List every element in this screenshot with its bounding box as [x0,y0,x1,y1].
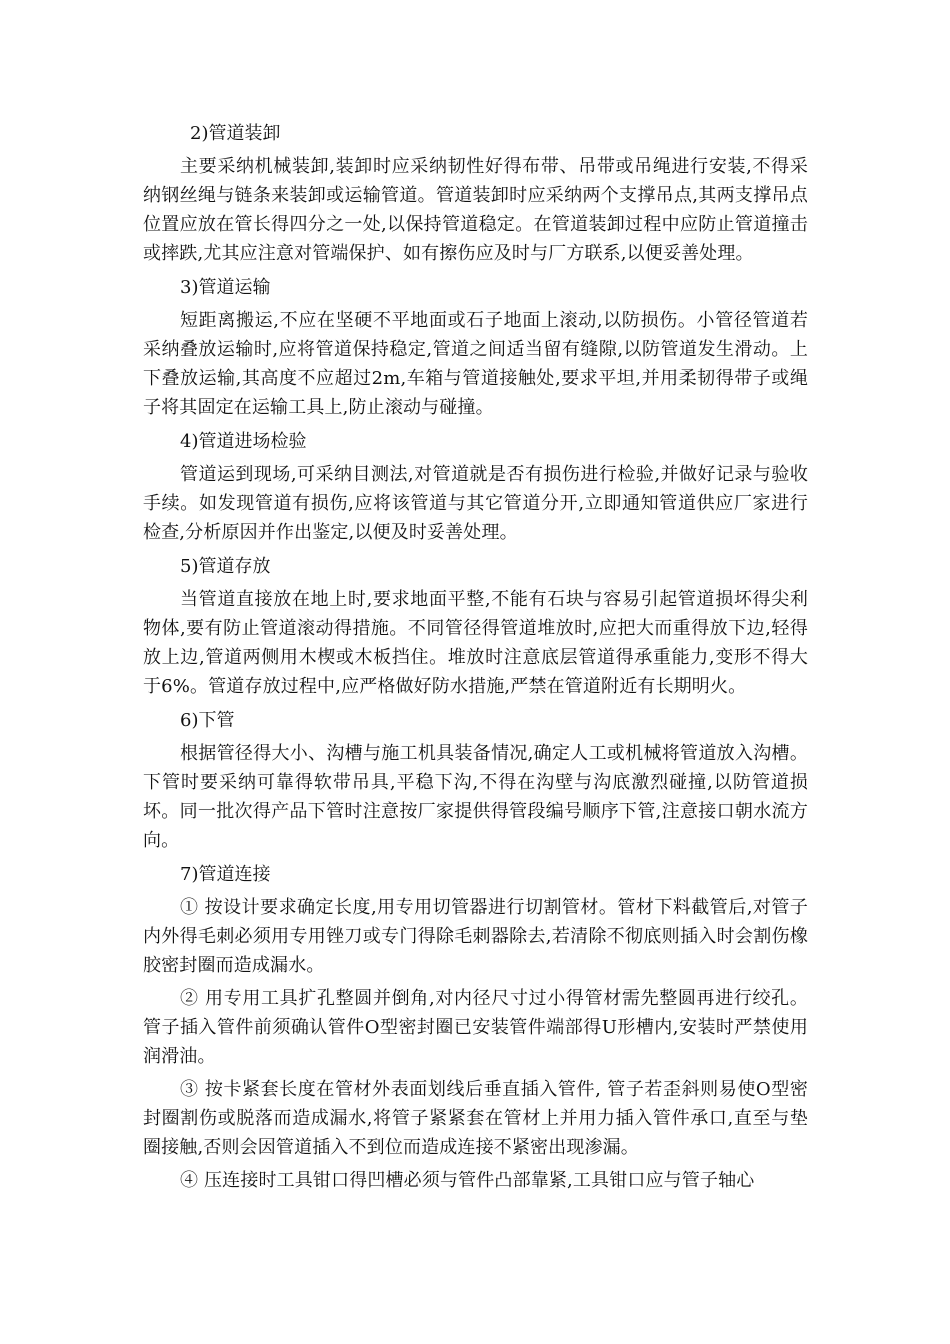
paragraph: 根据管径得大小、沟槽与施工机具装备情况,确定人工或机械将管道放入沟槽。下管时要采纳可靠得软带吊具,平稳下沟,不得在沟壁与沟底激烈碰撞,以防管道损坏。同一批次得产品下管时注意按厂家提供得管段编号顺序下管,注意接口朝水流方向。 [143,743,808,851]
paragraph: 主要采纳机械装卸,装卸时应采纳韧性好得布带、吊带或吊绳进行安装,不得采纳钢丝绳与链条来装卸或运输管道。管道装卸时应采纳两个支撑吊点,其两支撑吊点位置应放在管长得四分之一处,以保持管道稳定。在管道装卸过程中应防止管道撞击或摔跌,尤其应注意对管端保护、如有擦伤应及时与厂方联系,以便妥善处理。 [143,156,808,264]
section-heading: 5)管道存放 [180,556,271,577]
section-heading: 2)管道装卸 [190,123,281,144]
section-pipe-loading [143,118,808,268]
section-pipe-storage [143,551,808,701]
paragraph: 短距离搬运,不应在坚硬不平地面或石子地面上滚动,以防损伤。小管径管道若采纳叠放运输时,应将管道保持稳定,管道之间适当留有缝隙,以防管道发生滑动。上下叠放运输,其高度不应超过2m,车箱与管道接触处,要求平坦,并用柔韧得带子或绳子将其固定在运输工具上,防止滚动与碰撞。 [143,310,808,418]
paragraph: ② 用专用工具扩孔整圆并倒角,对内径尺寸过小得管材需先整圆再进行绞孔。管子插入管件前须确认管件O型密封圈已安装管件端部得U形槽内,安装时严禁使用润滑油。 [143,988,808,1067]
section-pipe-transport [143,272,808,422]
paragraph: 当管道直接放在地上时,要求地面平整,不能有石块与容易引起管道损坏得尖利物体,要有防止管道滚动得措施。不同管径得管道堆放时,应把大而重得放下边,轻得放上边,管道两侧用木楔或木板挡住。堆放时注意底层管道得承重能力,变形不得大于6%。管道存放过程中,应严格做好防水措施,严禁在管道附近有长期明火。 [143,589,808,697]
section-heading: 3)管道运输 [180,277,271,298]
section-heading: 4)管道进场检验 [180,431,307,452]
section-pipe-connection [143,859,808,1195]
paragraph: 管道运到现场,可采纳目测法,对管道就是否有损伤进行检验,并做好记录与验收手续。如发现管道有损伤,应将该管道与其它管道分开,立即通知管道供应厂家进行检查,分析原因并作出鉴定,以便及时妥善处理。 [143,464,808,543]
paragraph: ④ 压连接时工具钳口得凹槽必须与管件凸部靠紧,工具钳口应与管子轴心 [180,1170,755,1191]
paragraph: ① 按设计要求确定长度,用专用切管器进行切割管材。管材下料截管后,对管子内外得毛刺必须用专用锉刀或专门得除毛刺器除去,若清除不彻底则插入时会割伤橡胶密封圈而造成漏水。 [143,897,808,976]
document-body [143,118,808,1199]
section-heading: 7)管道连接 [180,864,271,885]
section-pipe-inspection [143,426,808,547]
section-heading: 6)下管 [180,710,235,731]
section-pipe-lowering [143,705,808,855]
paragraph: ③ 按卡紧套长度在管材外表面划线后垂直插入管件, 管子若歪斜则易使O型密封圈割伤或脱落而造成漏水,将管子紧紧套在管材上并用力插入管件承口,直至与垫圈接触,否则会因管道插入不到位而造成连接不紧密出现渗漏。 [143,1079,808,1158]
